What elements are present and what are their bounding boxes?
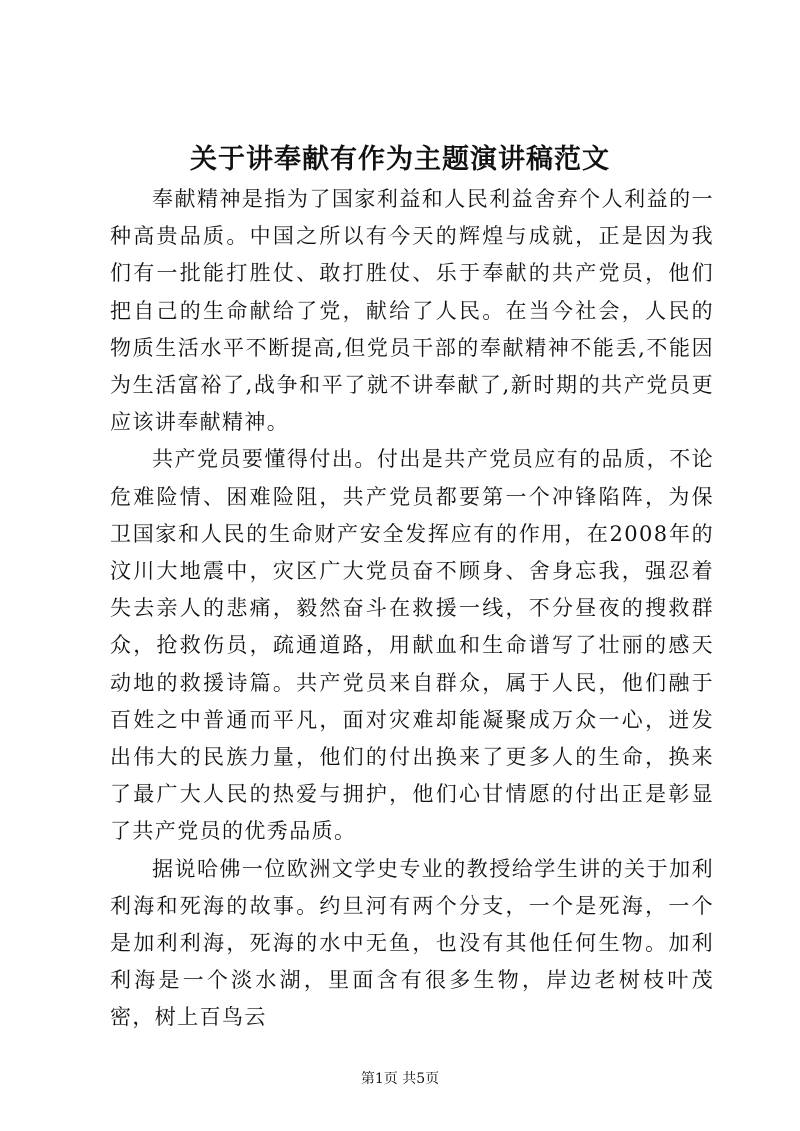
document-body — [110, 181, 714, 1037]
page-number-footer: 第1页 共5页 — [360, 1071, 440, 1087]
document-title: 关于讲奉献有作为主题演讲稿范文 — [190, 144, 610, 175]
paragraph-3: 据说哈佛一位欧洲文学史专业的教授给学生讲的关于加利利海和死海的故事。约旦河有两个分支，一个是死海，一个是加利利海，死海的水中无鱼，也没有其他任何生物。加利利海是一个淡水湖，里面含有很多生物，岸边老树枝叶茂密，树上百鸟云 — [110, 856, 714, 1030]
paragraph-2: 共产党员要懂得付出。付出是共产党员应有的品质，不论危难险情、困难险阻，共产党员都要第一个冲锋陷阵，为保卫国家和人民的生命财产安全发挥应有的作用，在2008年的汶川大地震中，灾区广大党员奋不顾身、舍身忘我，强忍着失去亲人的悲痛，毅然奋斗在救援一线，不分昼夜的搜救群众，抢救伤员，疏通道路，用献血和生命谱写了壮丽的感天动地的救援诗篇。共产党员来自群众，属于人民，他们融于百姓之中普通而平凡，面对灾难却能凝聚成万众一心，迸发出伟大的民族力量，他们的付出换来了更多人的生命，换来了最广大人民的热爱与拥护，他们心甘情愿的付出正是彰显了共产党员的优秀品质。 — [110, 447, 714, 844]
paragraph-1: 奉献精神是指为了国家利益和人民利益舍弃个人利益的一种高贵品质。中国之所以有今天的辉煌与成就，正是因为我们有一批能打胜仗、敢打胜仗、乐于奉献的共产党员，他们把自己的生命献给了党，献给了人民。在当今社会，人民的物质生活水平不断提高,但党员干部的奉献精神不能丢,不能因为生活富裕了,战争和平了就不讲奉献了,新时期的共产党员更应该讲奉献精神。 — [110, 187, 714, 435]
